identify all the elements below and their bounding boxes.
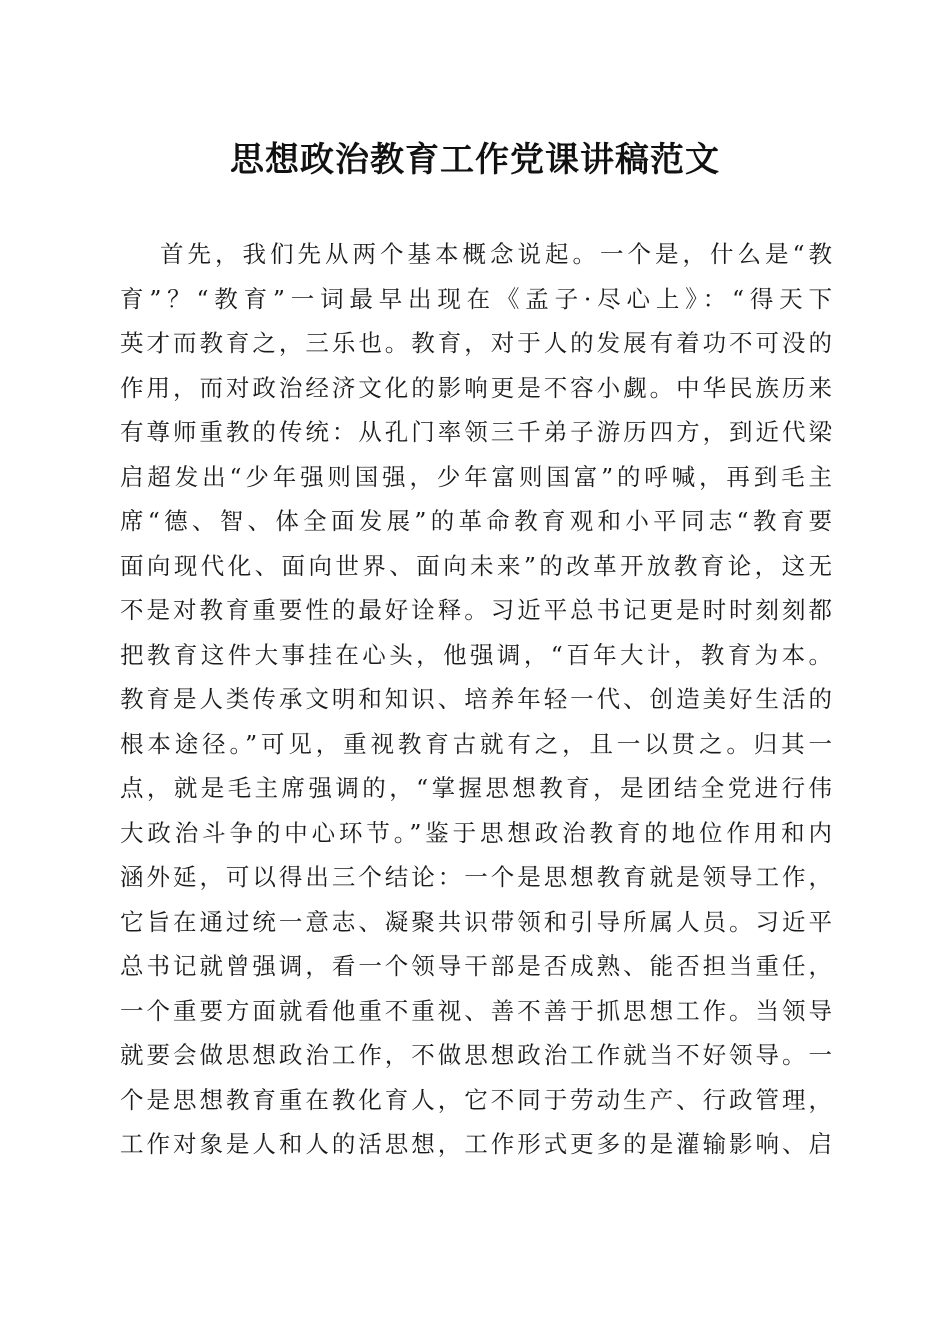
text-line: 涵外延，可以得出三个结论：一个是思想教育就是领导工作， [120, 863, 832, 891]
text-line: 有尊师重教的传统：从孔门率领三千弟子游历四方，到近代梁 [120, 418, 832, 446]
text-line: 它旨在通过统一意志、凝聚共识带领和引导所属人员。习近平 [120, 907, 832, 936]
text-line: 一个重要方面就看他重不重视、善不善于抓思想工作。当领导 [120, 996, 832, 1025]
text-line: 就要会做思想政治工作，不做思想政治工作就当不好领导。一 [120, 1041, 832, 1069]
text-line: 首先，我们先从两个基本概念说起。一个是，什么是“教 [160, 240, 832, 268]
text-line: 大政治斗争的中心环节。”鉴于思想政治教育的地位作用和内 [120, 818, 832, 847]
text-line: 教育是人类传承文明和知识、培养年轻一代、创造美好生活的 [120, 685, 832, 713]
text-line: 点，就是毛主席强调的，“掌握思想教育，是团结全党进行伟 [120, 774, 832, 802]
text-line: 不是对教育重要性的最好诠释。习近平总书记更是时时刻刻都 [120, 596, 832, 624]
text-line: 启超发出“少年强则国强，少年富则国富”的呼喊，再到毛主 [120, 462, 832, 491]
body-paragraph [120, 232, 832, 1167]
text-line: 总书记就曾强调，看一个领导干部是否成熟、能否担当重任， [120, 952, 832, 980]
text-line: 把教育这件大事挂在心头，他强调，“百年大计，教育为本。 [120, 640, 832, 669]
text-line: 席“德、智、体全面发展”的革命教育观和小平同志“教育要 [120, 507, 832, 535]
text-line: 育”？“教育”一词最早出现在《孟子·尽心上》：“得天下 [120, 284, 832, 313]
text-line: 面向现代化、面向世界、面向未来”的改革开放教育论，这无 [120, 551, 832, 580]
text-line: 作用，而对政治经济文化的影响更是不容小觑。中华民族历来 [120, 373, 832, 402]
text-line: 根本途径。”可见，重视教育古就有之，且一以贯之。归其一 [120, 729, 832, 758]
text-line: 工作对象是人和人的活思想，工作形式更多的是灌输影响、启 [120, 1130, 832, 1158]
text-line: 英才而教育之，三乐也。教育，对于人的发展有着功不可没的 [120, 329, 832, 357]
text-line: 个是思想教育重在教化育人，它不同于劳动生产、行政管理， [120, 1085, 832, 1114]
document-title: 思想政治教育工作党课讲稿范文 [230, 140, 720, 180]
